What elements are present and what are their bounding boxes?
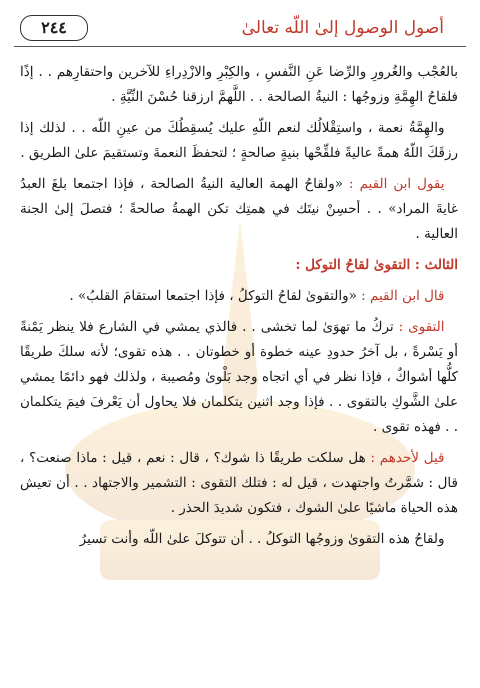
paragraph-text: ولقاحُ هذه التقوىٰ وزوجُها التوكلُ . . أن تتوكلَ علىٰ اللّه وأنت تسيرُ bbox=[79, 531, 445, 547]
paragraph-text: بالعُجْب والغُرورِ والرِّضا عَنِ النَّفسِ ، والكِبْرِ والازْدِراءِ للآخرين واحتقارِهم . . إذًا فلقاحُ الهِمَّةِ وزوجُها : النيةُ الصالحة . . اللَّهمَّ ارزقنا حُسْنَ النِّيَّةِ . bbox=[20, 64, 458, 105]
paragraph-text: هل سلكت طريقًا ذا شوك؟ ، قال : نعم ، قيل : ماذا صنعت؟ ، قال : شمَّرتُ واجتهدت ، قيل له : فتلك التقوى : التشمير والاجتهاد . . أن تعيش هذه الحياة ماشيًا علىٰ الشوك ، فتكون شديدَ الحذر . bbox=[20, 450, 458, 516]
paragraph bbox=[20, 527, 458, 552]
paragraph-lead: قال ابن القيم : bbox=[361, 288, 445, 304]
paragraph bbox=[20, 446, 458, 521]
paragraph-lead: قيل لأحدهم : bbox=[370, 450, 445, 466]
paragraph-lead: يقول ابن القيم : bbox=[349, 176, 445, 192]
paragraph bbox=[20, 60, 458, 110]
paragraph bbox=[20, 315, 458, 440]
paragraph-text: «والتقوىٰ لقاحُ التوكلُ ، فإذا اجتمعا استقامَ القلبُ» . bbox=[69, 288, 362, 304]
section-heading: الثالث : التقوىٰ لقاحُ التوكل : bbox=[295, 257, 458, 273]
paragraph-text: «ولقاحُ الهمة العالية النيةُ الصالحة ، فإذا اجتمعا بلغَ العبدُ غايةَ المراد» . . أحسِنْ نيتَك في همتِك تكن الهمةُ صالحةً ؛ فتصلَ إلىٰ الجنة العالية . bbox=[20, 176, 458, 242]
paragraph-text: والهِمَّةُ نعمة ، واستِقْلالُك لنعم اللّهِ عليك يُسقِطُكَ من عينِ اللّه . . لذلك إذا رزقَكَ اللّهُ همةً عاليةً فلقِّحْها بنيةٍ صالحةٍ ؛ لتحفظَ النعمةَ وتستقيمَ علىٰ الطريق . bbox=[20, 120, 458, 161]
page-body bbox=[20, 60, 458, 558]
paragraph bbox=[20, 172, 458, 247]
paragraph bbox=[20, 284, 458, 309]
header-divider bbox=[14, 46, 466, 47]
paragraph-text: تركُ ما تهوَىٰ لما تخشى . . فالذي يمشي في الشارع فلا ينظر يَمْنةً أو يَسْرةً ، بل آخرُ حدودِ عينه خطوة أو خطوتان . . هذه تقوى؛ لأنه سلكَ طريقًا كلُّها أشواكٌ ، فإذا نظر في أي اتجاه وجد بَلْوىٰ ومُصيبة ، ولذلك فهو دائمًا يمشي علىٰ الشَّوكِ بالتقوى . . فإذا وجد اثنين يتكلمان فلا يحاول أن يَعْرفَ فيمَ يتكلمان . . فهذه تقوى . bbox=[20, 319, 458, 435]
running-title: أصول الوصول إلىٰ اللّه تعالىٰ bbox=[241, 18, 444, 38]
paragraph-lead: التقوى : bbox=[398, 319, 445, 335]
page-number: ٢٤٤ bbox=[20, 15, 88, 41]
paragraph bbox=[20, 116, 458, 166]
page-header bbox=[14, 10, 466, 50]
